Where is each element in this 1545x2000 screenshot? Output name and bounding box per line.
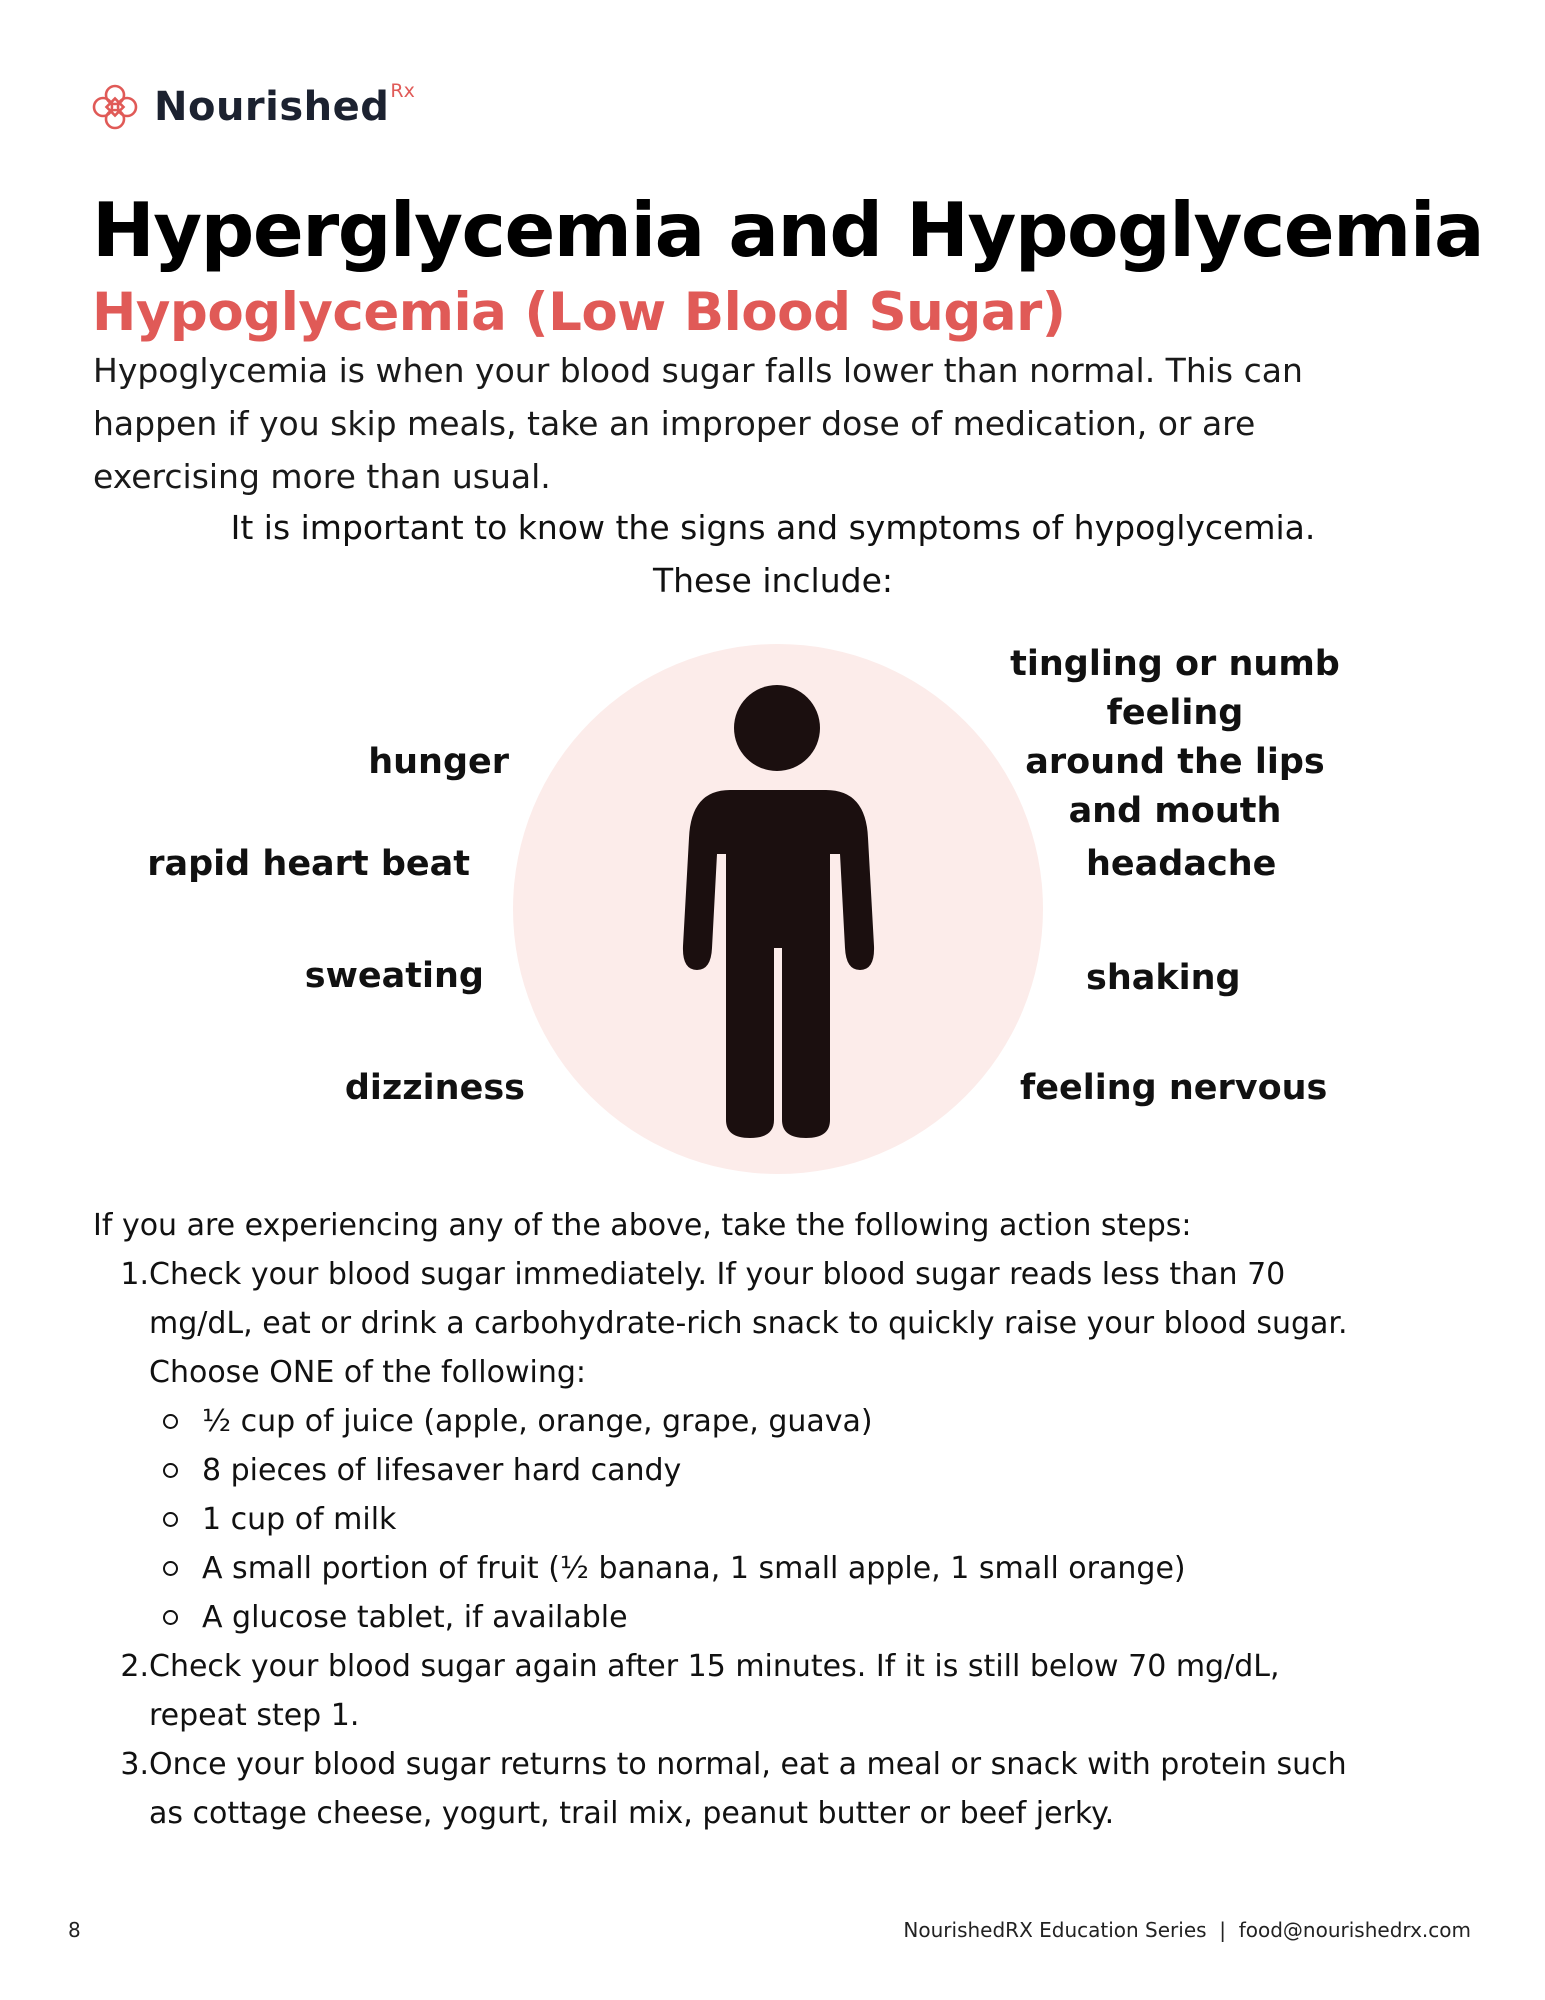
step-number: 1. bbox=[120, 1257, 149, 1292]
step-line: Once your blood sugar returns to normal, eat a meal or snack with protein such bbox=[149, 1747, 1347, 1782]
step-body bbox=[149, 1642, 1473, 1740]
step-number: 2. bbox=[120, 1649, 149, 1684]
list-item bbox=[149, 1397, 1473, 1446]
important-note bbox=[92, 501, 1454, 607]
list-item bbox=[149, 1446, 1473, 1495]
symptom-sweating: sweating bbox=[304, 956, 484, 996]
list-item bbox=[149, 1593, 1473, 1642]
step-body bbox=[149, 1250, 1473, 1642]
step-line: repeat step 1. bbox=[149, 1698, 360, 1733]
hollow-bullet-icon bbox=[163, 1561, 178, 1576]
list-item bbox=[149, 1544, 1473, 1593]
page-title: Hyperglycemia and Hypoglycemia bbox=[92, 186, 1484, 274]
option-text: ½ cup of juice (apple, orange, grape, guava) bbox=[202, 1404, 873, 1439]
important-line: It is important to know the signs and symptoms of hypoglycemia. bbox=[230, 508, 1316, 547]
symptom-dizziness: dizziness bbox=[344, 1068, 525, 1108]
steps-intro: If you are experiencing any of the above, take the following action steps: bbox=[93, 1208, 1192, 1243]
brand-name: Nourished bbox=[154, 84, 390, 130]
symptom-shaking: shaking bbox=[1086, 958, 1241, 998]
important-line: These include: bbox=[652, 561, 894, 600]
step-line: Check your blood sugar again after 15 minutes. If it is still below 70 mg/dL, bbox=[149, 1649, 1280, 1684]
step-3 bbox=[93, 1740, 1473, 1838]
intro-paragraph bbox=[93, 344, 1423, 503]
person-icon bbox=[660, 678, 900, 1148]
section-subtitle: Hypoglycemia (Low Blood Sugar) bbox=[92, 282, 1066, 343]
step-line: as cottage cheese, yogurt, trail mix, peanut butter or beef jerky. bbox=[149, 1796, 1115, 1831]
list-item bbox=[149, 1495, 1473, 1544]
hollow-bullet-icon bbox=[163, 1512, 178, 1527]
intro-line: happen if you skip meals, take an improper dose of medication, or are bbox=[93, 404, 1256, 443]
step-1 bbox=[93, 1250, 1473, 1642]
option-text: 8 pieces of lifesaver hard candy bbox=[202, 1453, 682, 1488]
option-text: A glucose tablet, if available bbox=[202, 1600, 628, 1635]
footer-series: NourishedRX Education Series | food@nourishedrx.com bbox=[903, 1918, 1471, 1942]
brand-suffix: Rx bbox=[390, 80, 415, 102]
step-number: 3. bbox=[120, 1747, 149, 1782]
symptom-hunger: hunger bbox=[368, 742, 509, 782]
page-number: 8 bbox=[68, 1918, 81, 1942]
intro-line: Hypoglycemia is when your blood sugar falls lower than normal. This can bbox=[93, 351, 1303, 390]
intro-line: exercising more than usual. bbox=[93, 457, 551, 496]
option-text: A small portion of fruit (½ banana, 1 small apple, 1 small orange) bbox=[202, 1551, 1186, 1586]
hollow-bullet-icon bbox=[163, 1610, 178, 1625]
step-line: Check your blood sugar immediately. If your blood sugar reads less than 70 bbox=[149, 1257, 1286, 1292]
action-steps-list bbox=[93, 1250, 1473, 1838]
symptom-headache: headache bbox=[1086, 844, 1277, 884]
step-line: mg/dL, eat or drink a carbohydrate-rich snack to quickly raise your blood sugar. bbox=[149, 1306, 1348, 1341]
flower-logo-icon bbox=[88, 80, 142, 134]
symptom-rapid-heart-beat: rapid heart beat bbox=[147, 844, 470, 884]
option-text: 1 cup of milk bbox=[202, 1502, 397, 1537]
choose-label: Choose ONE of the following: bbox=[149, 1355, 587, 1390]
snack-options-list bbox=[149, 1397, 1473, 1642]
step-body bbox=[149, 1740, 1473, 1838]
symptom-feeling-nervous: feeling nervous bbox=[1020, 1068, 1328, 1108]
brand-logo bbox=[88, 80, 415, 134]
symptom-tingling: tingling or numb feeling around the lips and mouth bbox=[1010, 644, 1340, 831]
hollow-bullet-icon bbox=[163, 1463, 178, 1478]
step-2 bbox=[93, 1642, 1473, 1740]
hollow-bullet-icon bbox=[163, 1414, 178, 1429]
